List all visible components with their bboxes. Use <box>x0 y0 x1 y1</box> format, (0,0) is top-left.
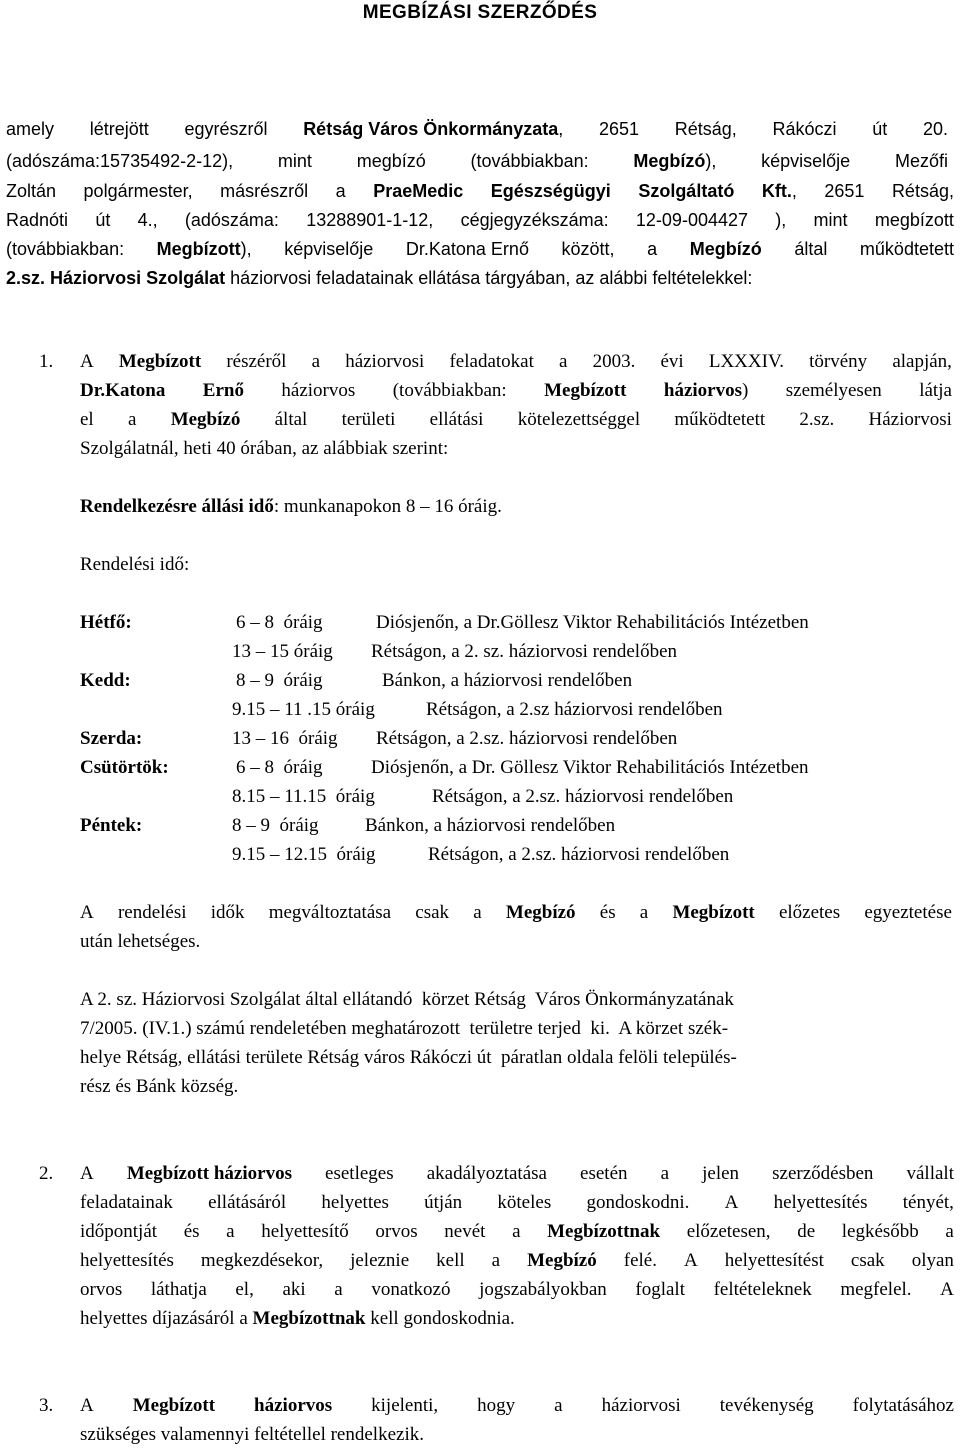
intro-line-5: (továbbiakban: Megbízott), képviselője Dr.Katona Ernő között, a Megbízó által működtetett <box>6 239 954 259</box>
schedule-time: 8 – 9 óráig <box>232 815 319 836</box>
section-2-line-3: időpontját és a helyettesítő orvos nevét a Megbízottnak előzetesen, de legkésőbb a <box>80 1221 954 1242</box>
schedule-place: Diósjenőn, a Dr.Göllesz Viktor Rehabilitációs Intézetben <box>376 612 809 633</box>
schedule-time: 8 – 9 óráig <box>236 670 323 691</box>
schedule-day: Szerda: <box>80 728 143 749</box>
district-line-4: rész és Bánk község. <box>80 1076 239 1097</box>
district-line-1: A 2. sz. Háziorvosi Szolgálat által ellátandó körzet Rétság Város Önkormányzatának <box>80 989 734 1010</box>
schedule-day: Csütörtök: <box>80 757 169 778</box>
schedule-time: 6 – 8 óráig <box>236 612 323 633</box>
intro-line-2: (adószáma:15735492-2-12), mint megbízó (továbbiakban: Megbízó), képviselője Mezőfi <box>6 151 948 171</box>
schedule-place: Rétságon, a 2. sz. háziorvosi rendelőben <box>371 641 678 662</box>
section-1-line-3: el a Megbízó által területi ellátási kötelezettséggel működtetett 2.sz. Háziorvosi <box>80 409 952 430</box>
schedule-time: 9.15 – 12.15 óráig <box>232 844 376 865</box>
section-1-line-2: Dr.Katona Ernő háziorvos (továbbiakban: Megbízott háziorvos) személyesen látja <box>80 380 952 401</box>
section-3-line-1: A Megbízott háziorvos kijelenti, hogy a háziorvosi tevékenység folytatásához <box>80 1395 954 1416</box>
section-1-line-1: A Megbízott részéről a háziorvosi feladatokat a 2003. évi LXXXIV. törvény alapján, <box>80 351 952 372</box>
section-1-line-4: Szolgálatnál, heti 40 órában, az alábbiak szerint: <box>80 438 449 459</box>
district-line-3: helye Rétság, ellátási területe Rétság város Rákóczi út páratlan oldala felöli település- <box>80 1047 737 1068</box>
schedule-place: Diósjenőn, a Dr. Göllesz Viktor Rehabilitációs Intézetben <box>371 757 809 778</box>
schedule-place: Bánkon, a háziorvosi rendelőben <box>365 815 616 836</box>
schedule-time: 13 – 15 óráig <box>232 641 333 662</box>
section-1-number: 1. <box>39 351 54 372</box>
schedule-place: Rétságon, a 2.sz. háziorvosi rendelőben <box>428 844 730 865</box>
schedule-day: Hétfő: <box>80 612 132 633</box>
section-2-line-2: feladatainak ellátásáról helyettes útján köteles gondoskodni. A helyettesítés tényét, <box>80 1192 954 1213</box>
schedule-place: Rétságon, a 2.sz. háziorvosi rendelőben <box>432 786 734 807</box>
intro-line-4: Radnóti út 4., (adószáma: 13288901-1-12, cégjegyzékszáma: 12-09-004427 ), mint megbízott <box>6 210 954 230</box>
intro-line-3: Zoltán polgármester, másrészről a PraeMedic Egészségügyi Szolgáltató Kft., 2651 Rétság, <box>6 181 954 201</box>
section-3-line-2: szükséges valamennyi feltétellel rendelkezik. <box>80 1424 424 1445</box>
intro-line-1: amely létrejött egyrészről Rétság Város Önkormányzata, 2651 Rétság, Rákóczi út 20. <box>6 119 948 139</box>
schedule-place: Rétságon, a 2.sz. háziorvosi rendelőben <box>376 728 678 749</box>
schedule-change-line-1: A rendelési idők megváltoztatása csak a Megbízó és a Megbízott előzetes egyeztetése <box>80 902 952 923</box>
document-title: MEGBÍZÁSI SZERZŐDÉS <box>362 2 598 23</box>
office-hours-heading: Rendelési idő: <box>80 554 190 575</box>
district-line-2: 7/2005. (IV.1.) számú rendeletében meghatározott területre terjed ki. A körzet szék- <box>80 1018 729 1039</box>
section-2-line-5: orvos láthatja el, aki a vonatkozó jogszabályokban foglalt feltételeknek megfelel. A <box>80 1279 954 1300</box>
schedule-time: 13 – 16 óráig <box>232 728 338 749</box>
schedule-change-line-2: után lehetséges. <box>80 931 201 952</box>
section-2-line-1: A Megbízott háziorvos esetleges akadályoztatása esetén a jelen szerződésben vállalt <box>80 1163 954 1184</box>
intro-line-6: 2.sz. Háziorvosi Szolgálat háziorvosi feladatainak ellátása tárgyában, az alábbi feltételekkel: <box>6 268 753 288</box>
schedule-day: Péntek: <box>80 815 143 836</box>
schedule-time: 9.15 – 11 .15 óráig <box>232 699 375 720</box>
section-2-number: 2. <box>39 1163 54 1184</box>
schedule-day: Kedd: <box>80 670 131 691</box>
schedule-time: 6 – 8 óráig <box>236 757 323 778</box>
schedule-time: 8.15 – 11.15 óráig <box>232 786 375 807</box>
section-3-number: 3. <box>39 1395 54 1416</box>
section-2-line-6: helyettes díjazásáról a Megbízottnak kell gondoskodnia. <box>80 1308 515 1329</box>
availability-line: Rendelkezésre állási idő: munkanapokon 8 – 16 óráig. <box>80 496 502 517</box>
schedule-place: Bánkon, a háziorvosi rendelőben <box>382 670 633 691</box>
section-2-line-4: helyettesítés megkezdésekor, jeleznie kell a Megbízó felé. A helyettesítést csak olyan <box>80 1250 954 1271</box>
schedule-place: Rétságon, a 2.sz háziorvosi rendelőben <box>426 699 723 720</box>
